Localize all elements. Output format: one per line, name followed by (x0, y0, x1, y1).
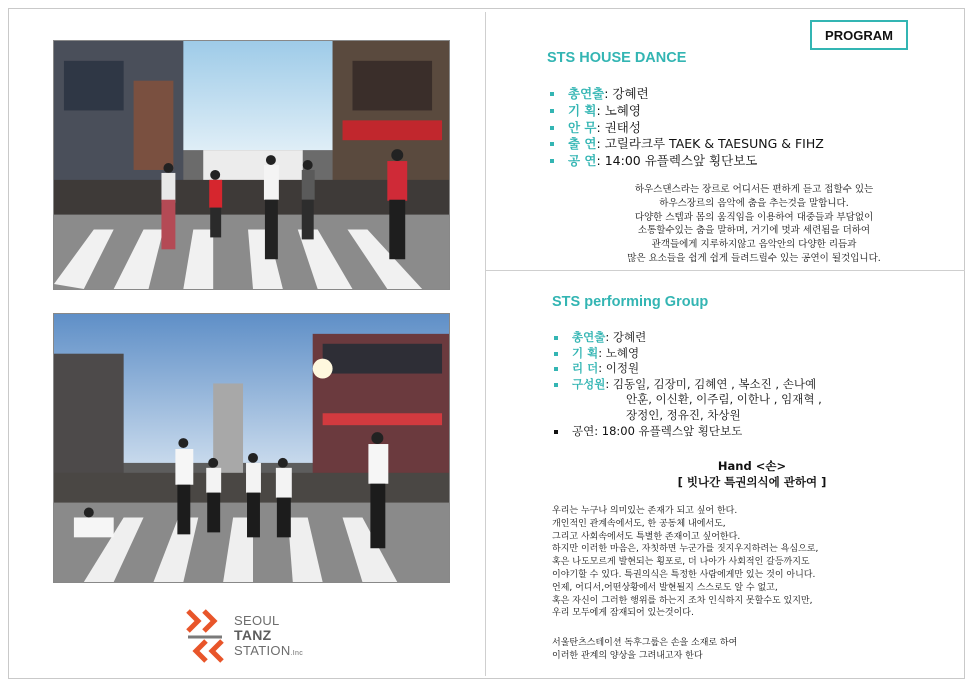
credit-value: : 김동일, 김장미, 김혜연 , 복소진 , 손나예 (605, 376, 817, 391)
bullet-icon (550, 142, 554, 146)
description-line: 관객들에게 지루하지않고 음악안의 다양한 리듬과 (651, 239, 857, 251)
horizontal-divider (485, 270, 965, 271)
closing-line: 서울탄츠스테이션 독후그룹은 손을 소재로 하여 (552, 638, 738, 648)
credit-key: 출 연 (568, 136, 597, 152)
vertical-divider (485, 12, 486, 676)
section2-body (552, 505, 962, 620)
credit-row (552, 346, 822, 362)
credit-key: 리 더 (572, 361, 599, 376)
bullet-icon (554, 430, 558, 434)
credit-row (548, 120, 824, 137)
credit-key: 구성원 (572, 376, 606, 391)
credit-key: 총연출 (572, 330, 606, 344)
credit-row (548, 103, 824, 120)
section1-title: STS HOUSE DANCE (547, 50, 687, 66)
seoul-tanz-station-logo (182, 605, 322, 667)
venue-row (552, 424, 822, 440)
bullet-icon (554, 336, 558, 340)
section1-credits (548, 86, 824, 170)
bullet-icon (550, 159, 554, 163)
logo-line-3 (234, 643, 303, 661)
description-line: 하우스댄스라는 장르로 어디서든 편하게 듣고 접할수 있는 (634, 184, 874, 195)
logo-line-3-text: STATION (234, 643, 291, 658)
logo-mark-icon (182, 607, 228, 665)
credit-row (552, 361, 822, 377)
body-line: 이야기할 수 있다. 특권의식은 특정한 사람에게만 있는 것이 아니다. (552, 569, 816, 580)
body-line: 개인적인 관계속에서도, 한 공동체 내에서도, (552, 518, 726, 529)
body-line: 우리 모두에게 잠재되어 있는것이다. (552, 608, 694, 619)
credit-row (548, 136, 824, 153)
credit-key: 총연출 (568, 86, 605, 101)
bullet-icon (550, 126, 554, 130)
logo-wordmark (234, 613, 303, 661)
bullet-icon (554, 367, 558, 371)
section2-credits (552, 330, 822, 439)
credit-row (548, 153, 824, 170)
bullet-icon (554, 352, 558, 356)
credit-key: 기 획 (568, 102, 597, 118)
work-subtitle: [ 빗나간 특권의식에 관하여 ] (677, 475, 827, 489)
description-line: 많은 요소들을 쉽게 쉽게 들려드릴수 있는 공연이 될것입니다. (627, 252, 881, 264)
body-line: 하지만 이러한 마음은, 자칫하면 누군가를 짓지우지하려는 욕심으로, (552, 544, 819, 555)
member-continuation: 안훈, 이신환, 이주림, 이한나 , 임재혁 , (626, 392, 822, 407)
description-line: 하우스장르의 음악에 춤을 추는것을 말합니다. (659, 197, 849, 209)
description-line: 다양한 스텝과 몸의 움직임을 이용하여 대중들과 부담없이 (634, 211, 874, 223)
credit-key: 기 획 (572, 345, 599, 360)
credit-value: : 이정원 (598, 361, 640, 376)
credit-row (552, 377, 822, 424)
credit-value: : 노혜영 (596, 102, 641, 118)
body-line: 우리는 누구나 의미있는 존재가 되고 싶어 한다. (552, 506, 738, 516)
program-badge: PROGRAM (810, 20, 908, 50)
closing-line: 이러한 관계의 양상을 그려내고자 한다 (552, 650, 703, 661)
section2-closing (552, 637, 962, 663)
section2-title: STS performing Group (552, 294, 709, 310)
credit-key: 안 무 (568, 119, 597, 135)
section1-description (560, 183, 948, 266)
credit-value: : 14:00 유플렉스앞 횡단보도 (596, 153, 758, 169)
credit-value: : 권태성 (596, 119, 641, 135)
bullet-icon (550, 92, 554, 96)
house-dance-photo (53, 40, 450, 290)
description-line: 소통할수있는 춤을 말하며, 거기에 멋과 세련됨을 더하여 (637, 225, 871, 237)
bullet-icon (554, 383, 558, 387)
body-line: 언제, 어디서,어떤상황에서 발현될지 스스로도 알 수 없고, (552, 582, 778, 593)
bullet-icon (550, 109, 554, 113)
venue-key: 공연 (572, 423, 595, 438)
credit-key: 공 연 (568, 153, 597, 169)
logo-line-1: SEOUL (234, 613, 280, 628)
credit-value: : 노혜영 (598, 345, 640, 360)
logo-suffix: .Inc (290, 650, 303, 657)
body-line: 그리고 사회속에서도 특별한 존재이고 싶어한다. (552, 531, 741, 542)
credit-row (548, 86, 824, 103)
performing-group-photo (53, 313, 450, 583)
work-title: Hand <손> (717, 459, 787, 473)
credit-row (552, 330, 822, 346)
body-line: 혹은 나도모르게 발현되는 횡포로, 더 나아가 사회적인 갈등까지도 (552, 557, 810, 568)
credit-value: : 고릴라크루 TAEK & TAESUNG & FIHZ (596, 136, 824, 152)
credit-value: : 강혜련 (605, 330, 647, 344)
credit-value: : 강혜련 (604, 86, 649, 101)
logo-line-2: TANZ (234, 627, 272, 643)
body-line: 혹은 자신이 그러한 행위를 하는지 조차 인식하지 못할수도 있지만, (552, 595, 813, 606)
member-continuation: 장정인, 정유진, 차상원 (626, 407, 741, 422)
venue-value: : 18:00 유플렉스앞 횡단보도 (594, 423, 743, 438)
